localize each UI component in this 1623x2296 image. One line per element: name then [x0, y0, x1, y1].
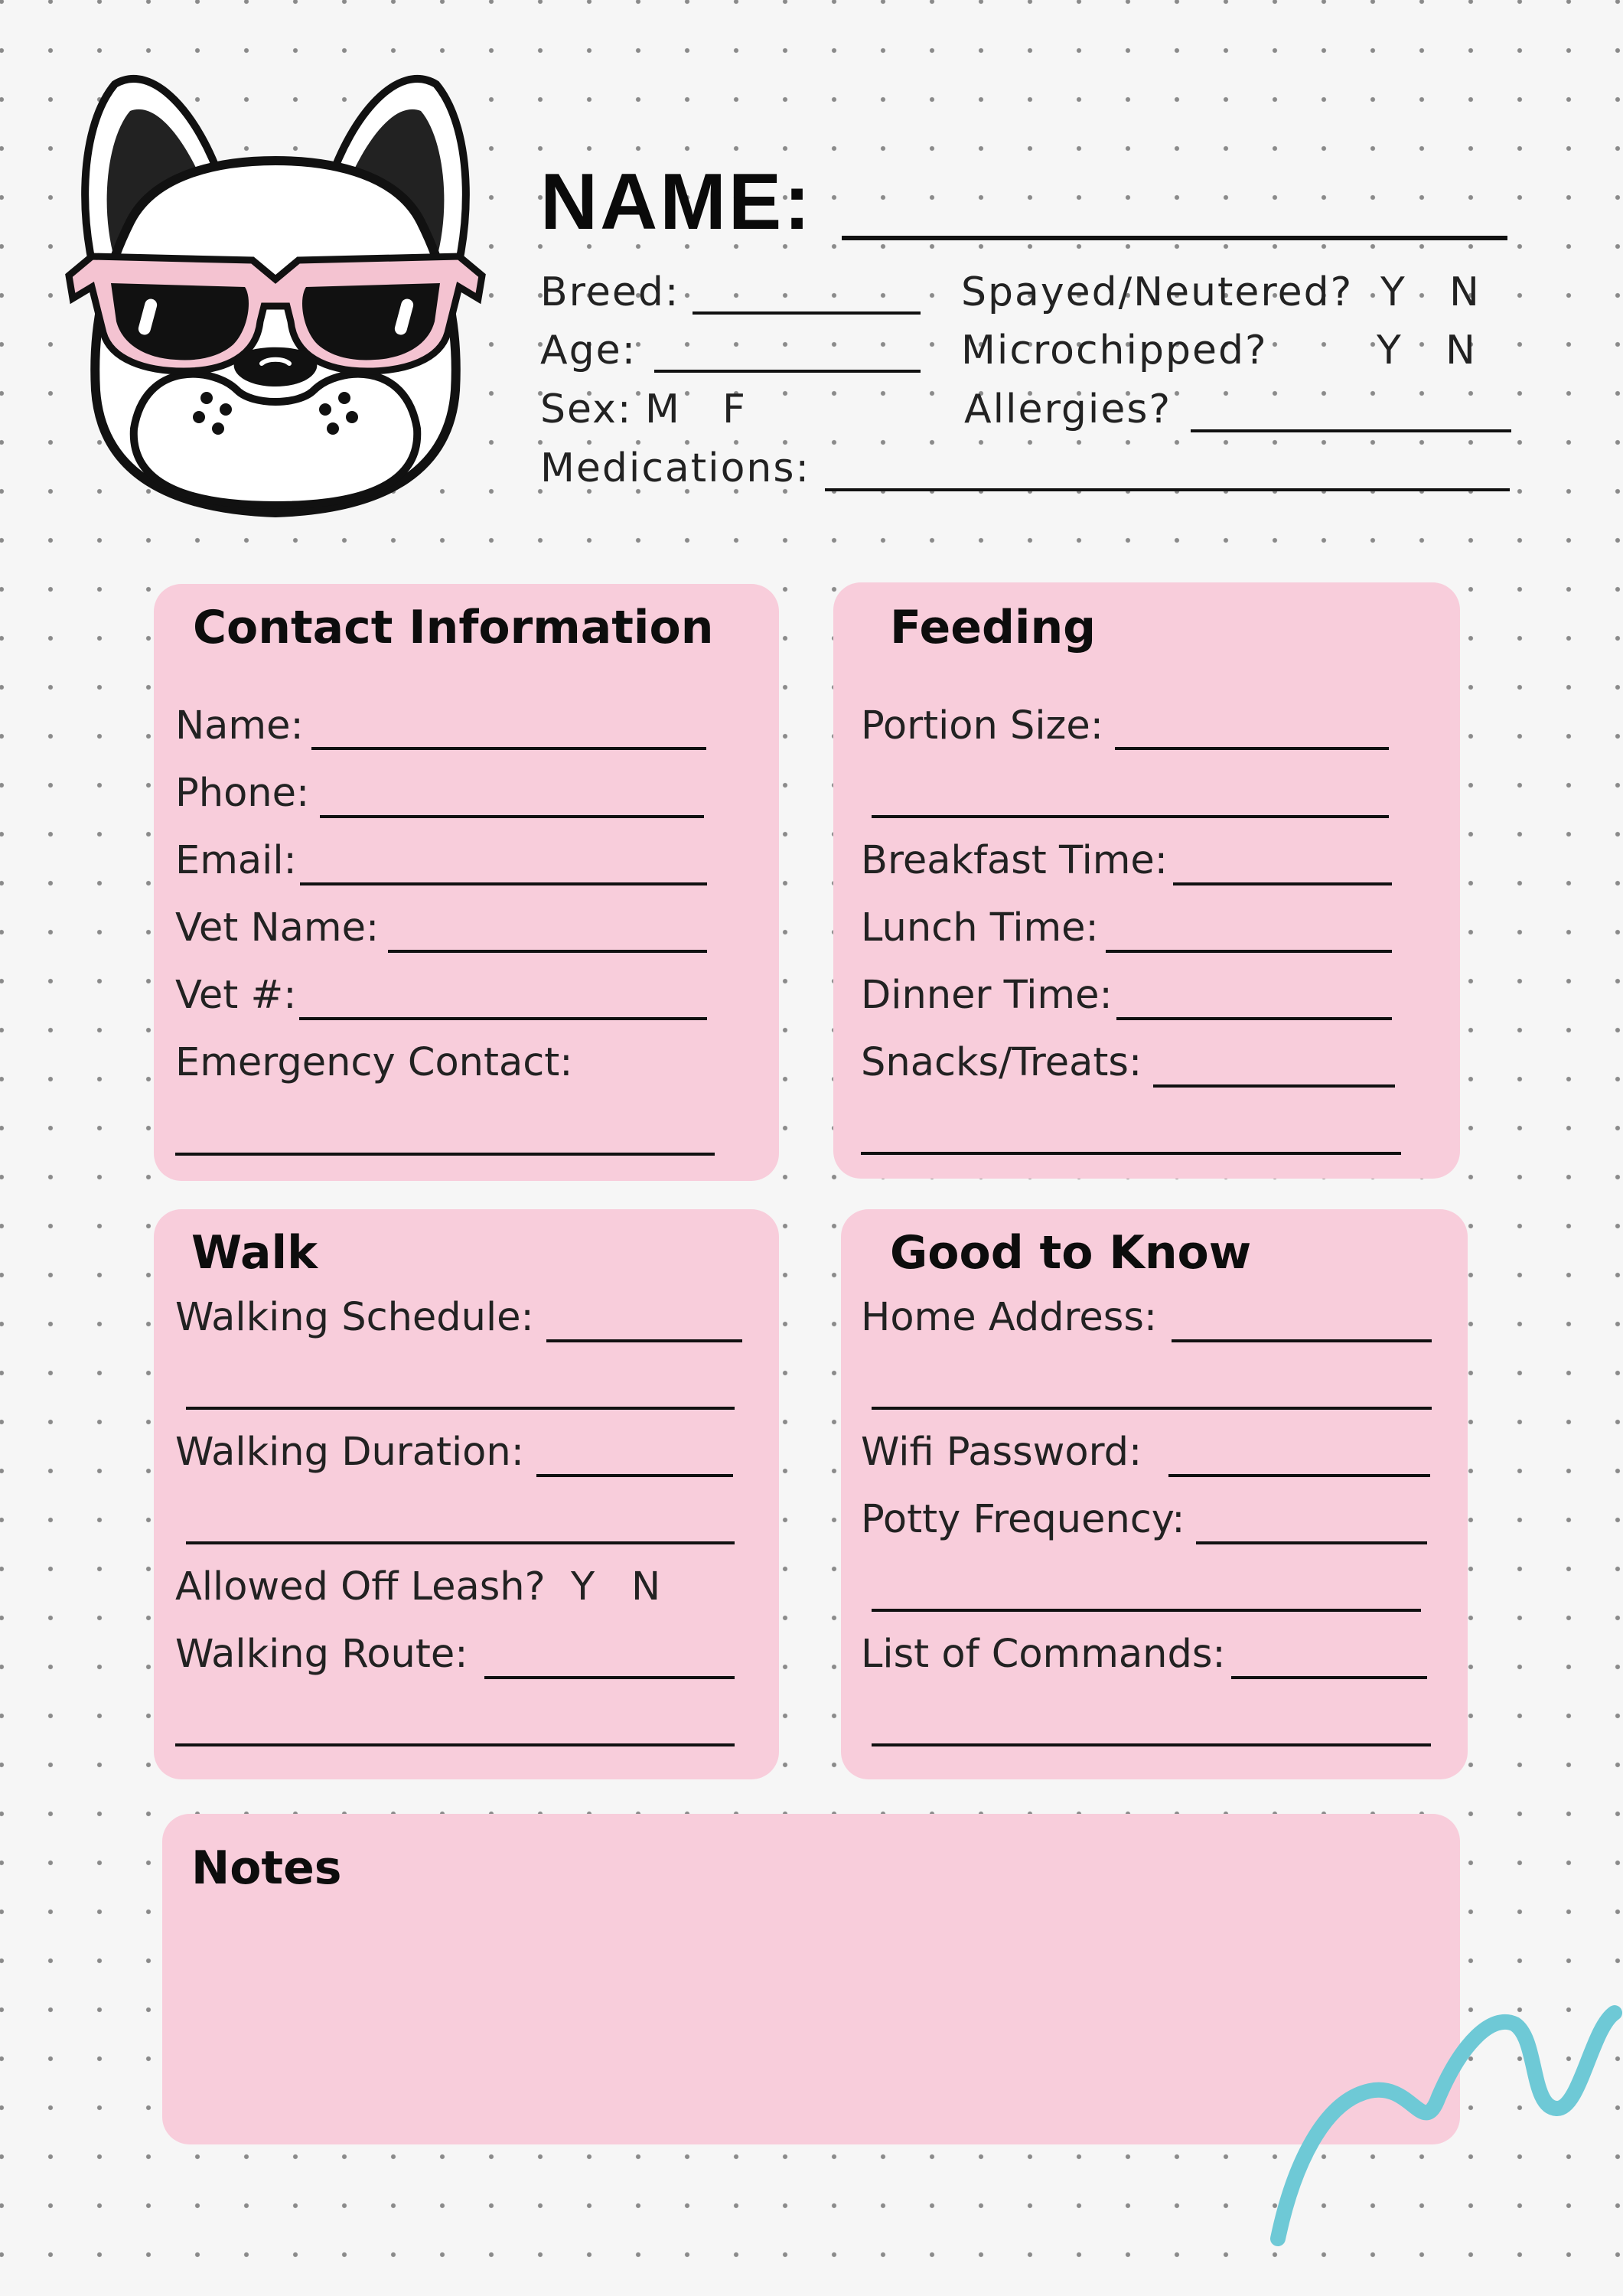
home-address-label: Home Address:	[861, 1295, 1158, 1340]
microchipped-label: Microchipped?	[961, 328, 1268, 373]
contact-vet-number-label: Vet #:	[175, 973, 297, 1018]
home-address-line-2[interactable]	[872, 1407, 1432, 1410]
contact-emergency-line[interactable]	[175, 1153, 715, 1156]
page-title: NAME:	[540, 158, 813, 246]
spayed-yes[interactable]: Y	[1380, 269, 1406, 315]
potty-frequency-line-2[interactable]	[872, 1609, 1421, 1612]
feeding-breakfast-line[interactable]	[1173, 882, 1392, 885]
contact-vet-name-line[interactable]	[388, 950, 707, 953]
walk-duration-label: Walking Duration:	[175, 1430, 524, 1475]
walk-route-line[interactable]	[484, 1676, 735, 1679]
feeding-snacks-line[interactable]	[1153, 1084, 1395, 1088]
commands-line-2[interactable]	[872, 1743, 1431, 1746]
walk-title: Walk	[191, 1226, 318, 1280]
contact-emergency-label: Emergency Contact:	[175, 1040, 573, 1085]
walk-route-line-2[interactable]	[175, 1743, 735, 1746]
good-to-know-card	[841, 1209, 1468, 1779]
allergies-field-line[interactable]	[1191, 429, 1511, 432]
french-bulldog-sunglasses-icon	[61, 69, 490, 528]
contact-email-line[interactable]	[300, 882, 707, 885]
feeding-portion-size-label: Portion Size:	[861, 703, 1103, 748]
good-to-know-title: Good to Know	[890, 1226, 1252, 1280]
allergies-label: Allergies?	[964, 386, 1172, 432]
contact-email-label: Email:	[175, 838, 297, 883]
contact-phone-label: Phone:	[175, 771, 310, 816]
breed-label: Breed:	[540, 269, 680, 315]
age-label: Age:	[540, 328, 637, 373]
feeding-portion-size-line-2[interactable]	[872, 815, 1389, 818]
contact-information-title: Contact Information	[193, 601, 714, 654]
walk-card	[154, 1209, 779, 1779]
walk-duration-line[interactable]	[536, 1474, 733, 1477]
feeding-dinner-line[interactable]	[1116, 1017, 1392, 1020]
feeding-portion-size-line[interactable]	[1115, 747, 1389, 750]
spayed-no[interactable]: N	[1449, 269, 1481, 315]
feeding-title: Feeding	[890, 601, 1097, 654]
walk-off-leash-label: Allowed Off Leash?	[175, 1564, 546, 1609]
sex-option-m[interactable]: M	[645, 386, 681, 432]
home-address-line[interactable]	[1172, 1339, 1432, 1342]
wifi-password-label: Wifi Password:	[861, 1430, 1142, 1475]
age-field-line[interactable]	[654, 370, 921, 373]
feeding-snacks-label: Snacks/Treats:	[861, 1040, 1142, 1085]
sex-label: Sex:	[540, 386, 633, 432]
contact-name-line[interactable]	[311, 747, 706, 750]
breed-field-line[interactable]	[693, 311, 921, 315]
microchipped-no[interactable]: N	[1445, 328, 1477, 373]
name-field-line[interactable]	[842, 236, 1507, 240]
walk-off-leash-yes[interactable]: Y	[571, 1564, 595, 1609]
contact-vet-name-label: Vet Name:	[175, 905, 380, 951]
walk-schedule-label: Walking Schedule:	[175, 1295, 534, 1340]
feeding-lunch-line[interactable]	[1106, 950, 1392, 953]
feeding-snacks-line-2[interactable]	[861, 1152, 1401, 1155]
notes-title: Notes	[191, 1841, 342, 1895]
walk-schedule-line-2[interactable]	[186, 1407, 735, 1410]
squiggle-icon	[1255, 1913, 1623, 2265]
contact-vet-number-line[interactable]	[299, 1017, 707, 1020]
commands-line[interactable]	[1231, 1676, 1427, 1679]
spayed-neutered-label: Spayed/Neutered?	[961, 269, 1354, 315]
microchipped-yes[interactable]: Y	[1377, 328, 1403, 373]
contact-phone-line[interactable]	[320, 815, 704, 818]
walk-schedule-line[interactable]	[546, 1339, 742, 1342]
walk-duration-line-2[interactable]	[186, 1541, 735, 1544]
medications-label: Medications:	[540, 445, 810, 491]
feeding-card	[833, 582, 1460, 1179]
sex-option-f[interactable]: F	[722, 386, 747, 432]
walk-route-label: Walking Route:	[175, 1632, 468, 1677]
potty-frequency-label: Potty Frequency:	[861, 1497, 1185, 1542]
contact-name-label: Name:	[175, 703, 304, 748]
feeding-lunch-label: Lunch Time:	[861, 905, 1099, 951]
potty-frequency-line[interactable]	[1196, 1541, 1427, 1544]
commands-label: List of Commands:	[861, 1632, 1226, 1677]
feeding-dinner-label: Dinner Time:	[861, 973, 1113, 1018]
contact-information-card	[154, 584, 779, 1181]
walk-off-leash-no[interactable]: N	[631, 1564, 661, 1609]
feeding-breakfast-label: Breakfast Time:	[861, 838, 1168, 883]
wifi-password-line[interactable]	[1168, 1474, 1430, 1477]
medications-field-line[interactable]	[825, 488, 1510, 491]
